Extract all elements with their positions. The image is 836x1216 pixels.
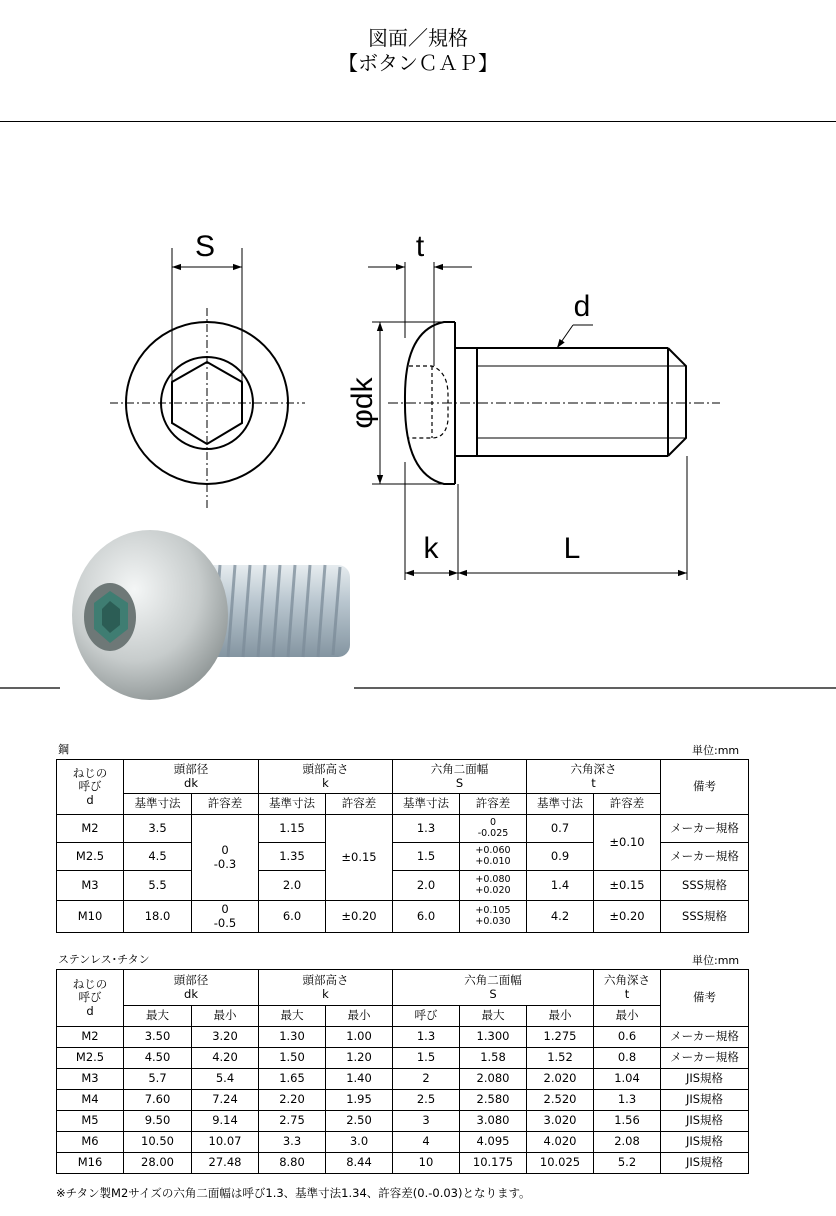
steel-k-tol-header: 許容差: [326, 794, 393, 815]
table-row: M2 3.5 0 -0.3 1.15 ±0.15 1.3 0 -0.025 0.7 ±0.10 メーカー規格: [57, 815, 749, 843]
table-cell: 1.300: [460, 1027, 527, 1048]
table-cell: 2.50: [326, 1111, 393, 1132]
steel-k-header: 頭部高さ k: [259, 760, 393, 794]
steel-k-tol-merged: ±0.15: [326, 815, 393, 901]
steel-t-basic-header: 基準寸法: [527, 794, 594, 815]
table-cell: メーカー規格: [661, 1048, 749, 1069]
stainless-s-header: 六角二面幅 S: [393, 970, 594, 1006]
table-cell: JIS規格: [661, 1132, 749, 1153]
table-cell: M2.5: [57, 1048, 124, 1069]
table-cell: 1.58: [460, 1048, 527, 1069]
label-k: k: [423, 532, 439, 565]
steel-s-basic-header: 基準寸法: [393, 794, 460, 815]
table-row: [57, 1111, 749, 1132]
stainless-unit: 単位:mm: [692, 954, 740, 967]
table-cell: 3.080: [460, 1111, 527, 1132]
product-photo: [60, 525, 360, 710]
steel-table: [56, 759, 749, 933]
table-cell: メーカー規格: [661, 1027, 749, 1048]
table-cell: 5.4: [192, 1069, 259, 1090]
table-cell: JIS規格: [661, 1111, 749, 1132]
stainless-k-header: 頭部高さ k: [259, 970, 393, 1006]
stainless-t-header: 六角深さ t: [594, 970, 661, 1006]
table-row: [57, 1027, 749, 1048]
steel-dk-header: 頭部径 dk: [124, 760, 259, 794]
table-cell: M16: [57, 1153, 124, 1174]
table-cell: 1.52: [527, 1048, 594, 1069]
table-cell: 3.3: [259, 1132, 326, 1153]
table-cell: 3.50: [124, 1027, 192, 1048]
stainless-nominal-header: ねじの 呼び d: [57, 970, 124, 1027]
label-dk: φdk: [346, 377, 379, 429]
table-cell: JIS規格: [661, 1090, 749, 1111]
table-cell: 10.175: [460, 1153, 527, 1174]
table-cell: M3: [57, 1069, 124, 1090]
table-cell: 2.20: [259, 1090, 326, 1111]
table-cell: 10.025: [527, 1153, 594, 1174]
table-cell: 7.24: [192, 1090, 259, 1111]
steel-dk-tol-header: 許容差: [192, 794, 259, 815]
steel-dk-tol-merged: 0 -0.3: [192, 815, 259, 901]
table-cell: 1.3: [393, 1027, 460, 1048]
table-row: M10 18.0 0 -0.5 6.0 ±0.20 6.0 +0.105 +0.030 4.2 ±0.20 SSS規格: [57, 901, 749, 933]
table-cell: 2.08: [594, 1132, 661, 1153]
table-cell: 10.50: [124, 1132, 192, 1153]
steel-unit: 単位:mm: [692, 744, 740, 757]
side-view: [368, 262, 720, 580]
table-cell: 0.6: [594, 1027, 661, 1048]
table-cell: M6: [57, 1132, 124, 1153]
table-cell: 10: [393, 1153, 460, 1174]
table-cell: JIS規格: [661, 1069, 749, 1090]
page-subtitle: 【ボタンＣＡＰ】: [338, 51, 498, 75]
table-cell: 4.50: [124, 1048, 192, 1069]
steel-nominal-header: ねじの 呼び d: [57, 760, 124, 815]
table-cell: 1.275: [527, 1027, 594, 1048]
label-l: L: [563, 532, 581, 565]
stainless-k-min-header: 最小: [326, 1006, 393, 1027]
stainless-dk-max-header: 最大: [124, 1006, 192, 1027]
table-row: [57, 1090, 749, 1111]
stainless-t-min-header: 最小: [594, 1006, 661, 1027]
table-cell: 28.00: [124, 1153, 192, 1174]
stainless-table: [56, 969, 749, 1174]
table-cell: 1.95: [326, 1090, 393, 1111]
table-row: [57, 1153, 749, 1174]
table-cell: 4.20: [192, 1048, 259, 1069]
table-cell: 2.5: [393, 1090, 460, 1111]
table-cell: 1.04: [594, 1069, 661, 1090]
label-d: d: [573, 290, 591, 323]
stainless-dk-header: 頭部径 dk: [124, 970, 259, 1006]
table-row: [57, 1132, 749, 1153]
table-cell: 10.07: [192, 1132, 259, 1153]
table-cell: JIS規格: [661, 1153, 749, 1174]
table-cell: 3.20: [192, 1027, 259, 1048]
table-cell: 1.30: [259, 1027, 326, 1048]
label-t: t: [415, 230, 425, 263]
table-cell: M5: [57, 1111, 124, 1132]
table-cell: 9.50: [124, 1111, 192, 1132]
steel-remarks-header: 備考: [661, 760, 749, 815]
table-cell: 1.5: [393, 1048, 460, 1069]
table-cell: 2.75: [259, 1111, 326, 1132]
table-cell: 8.80: [259, 1153, 326, 1174]
stainless-dk-min-header: 最小: [192, 1006, 259, 1027]
table-cell: 27.48: [192, 1153, 259, 1174]
table-cell: 3.020: [527, 1111, 594, 1132]
table-cell: 1.50: [259, 1048, 326, 1069]
table-cell: 9.14: [192, 1111, 259, 1132]
table-row: M3 5.5 2.0 2.0 +0.080 +0.020 1.4 ±0.15 SSS規格: [57, 871, 749, 901]
table-cell: 2: [393, 1069, 460, 1090]
label-s: S: [194, 230, 216, 263]
table-row: [57, 1069, 749, 1090]
steel-t-tol-merged: ±0.10: [594, 815, 661, 871]
table-cell: 1.00: [326, 1027, 393, 1048]
table-cell: 0.8: [594, 1048, 661, 1069]
steel-caption: 鋼: [58, 743, 69, 756]
steel-s-tol-header: 許容差: [460, 794, 527, 815]
stainless-remarks-header: 備考: [661, 970, 749, 1027]
stainless-s-min-header: 最小: [527, 1006, 594, 1027]
table-cell: 4: [393, 1132, 460, 1153]
table-cell: 7.60: [124, 1090, 192, 1111]
table-cell: 1.56: [594, 1111, 661, 1132]
steel-t-header: 六角深さ t: [527, 760, 661, 794]
stainless-k-max-header: 最大: [259, 1006, 326, 1027]
table-cell: 1.3: [594, 1090, 661, 1111]
stainless-s-max-header: 最大: [460, 1006, 527, 1027]
table-cell: M2: [57, 1027, 124, 1048]
page-title: 図面／規格: [368, 26, 468, 50]
table-cell: 5.2: [594, 1153, 661, 1174]
table-row: M2.5 4.5 1.35 1.5 +0.060 +0.010 0.9 メーカー規格: [57, 843, 749, 871]
table-cell: 1.40: [326, 1069, 393, 1090]
table-cell: 2.520: [527, 1090, 594, 1111]
steel-dk-basic-header: 基準寸法: [124, 794, 192, 815]
table-cell: 3: [393, 1111, 460, 1132]
table-cell: 2.080: [460, 1069, 527, 1090]
steel-k-basic-header: 基準寸法: [259, 794, 326, 815]
table-cell: 8.44: [326, 1153, 393, 1174]
stainless-s-nom-header: 呼び: [393, 1006, 460, 1027]
table-row: [57, 1048, 749, 1069]
steel-t-tol-header: 許容差: [594, 794, 661, 815]
table-cell: 1.65: [259, 1069, 326, 1090]
table-cell: 2.020: [527, 1069, 594, 1090]
table-cell: M4: [57, 1090, 124, 1111]
table-cell: 5.7: [124, 1069, 192, 1090]
table-cell: 1.20: [326, 1048, 393, 1069]
table-cell: 3.0: [326, 1132, 393, 1153]
table-cell: 4.095: [460, 1132, 527, 1153]
footnote: ※チタン製M2サイズの六角二面幅は呼び1.3、基準寸法1.34、許容差(0.-0.03)となります。: [56, 1186, 531, 1200]
table-cell: 4.020: [527, 1132, 594, 1153]
table-cell: 2.580: [460, 1090, 527, 1111]
steel-s-header: 六角二面幅 S: [393, 760, 527, 794]
stainless-caption: ステンレス･チタン: [58, 953, 150, 966]
top-view: [110, 248, 305, 508]
